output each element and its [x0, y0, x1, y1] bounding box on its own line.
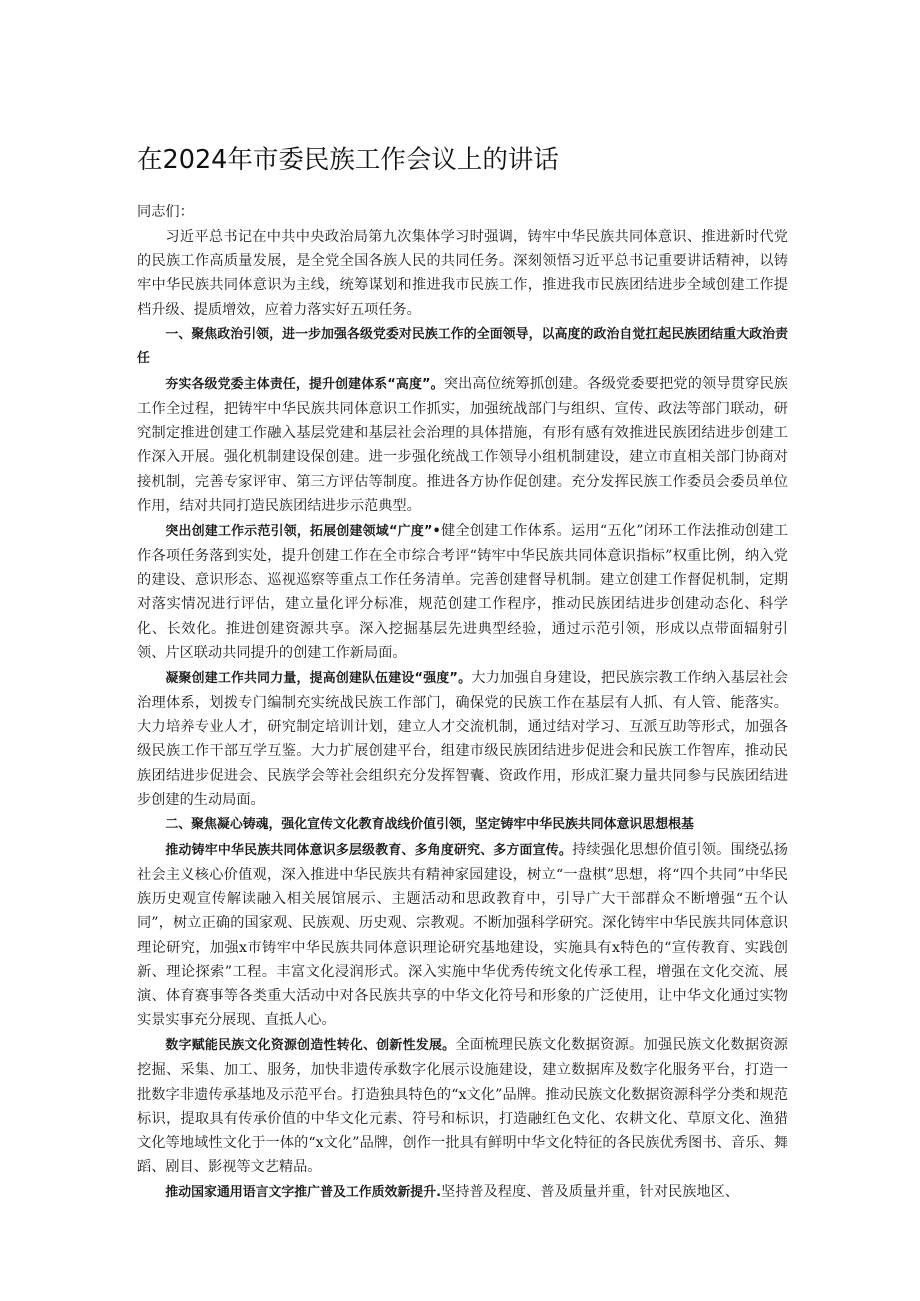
- section-1-paragraph-1: [137, 372, 788, 518]
- section-1-heading: 一、聚焦政治引领，进一步加强各级党委对民族工作的全面领导，以高度的政治自觉扛起民族团结重大政治责任: [137, 326, 788, 366]
- section-1-paragraph-3: [137, 666, 788, 812]
- section-2-paragraph-3: [137, 1180, 788, 1205]
- paragraph-lead: 数字赋能民族文化资源创造性转化、创新性发展。: [165, 1038, 456, 1054]
- document-title: 在2024年市委民族工作会议上的讲话: [137, 145, 559, 175]
- paragraph-body: 大力加强自身建设，把民族宗教工作纳入基层社会治理体系，划拨专门编制充实统战民族工作部门，确保党的民族工作在基层有人抓、有人管、能落实。大力培养专业人才，研究制定培训计划，建立人才交流机制，通过结对学习、互派互助等形式，加强各级民族工作干部互学互鉴。大力扩展创建平台，组建市级民族团结进步促进会和民族工作智库，推动民族团结进步促进会、民族学会等社会组织充分发挥智囊、资政作用，形成汇聚力量共同参与民族团结进步创建的生动局面。: [137, 669, 788, 808]
- section-2-heading: 二、聚焦凝心铸魂，强化宣传文化教育战线价值引领，坚定铸牢中华民族共同体意识思想根基: [165, 816, 694, 832]
- paragraph-body: 坚持普及程度、普及质量并重，针对民族地区、: [441, 1184, 739, 1201]
- salutation: 同志们：: [137, 204, 194, 220]
- section-2-paragraph-1: [137, 838, 788, 1033]
- paragraph-lead: 推动铸牢中华民族共同体意识多层级教育、多角度研究、多方面宣传。: [165, 842, 573, 858]
- section-1-paragraph-2: [137, 519, 788, 665]
- paragraph-lead: 夯实各级党委主体责任，提升创建体系“高度”。: [165, 376, 444, 392]
- paragraph-lead: 推动国家通用语言文字推广普及工作质效新提升.: [165, 1185, 441, 1201]
- document-page: [137, 140, 788, 1206]
- paragraph-body: 全面梳理民族文化数据资源。加强民族文化数据资源挖掘、采集、加工、服务，加快非遗传承数字化展示设施建设，建立数据库及数字化服务平台，打造一批数字非遗传承基地及示范平台。打造独具特色的“x文化”品牌。推动民族文化数据资源科学分类和规范标识，提取具有传承价值的中华文化元素、符号和标识，打造融红色文化、农耕文化、草原文化、渔猎文化等地域性文化于一体的“x文化”品牌，创作一批具有鲜明中华文化特征的各民族优秀图书、音乐、舞蹈、剧目、影视等文艺精品。: [137, 1037, 788, 1176]
- paragraph-lead: 凝聚创建工作共同力量，提高创建队伍建设“强度”。: [165, 670, 472, 686]
- paragraph-body: 健全创建工作体系。运用“五化”闭环工作法推动创建工作各项任务落到实处，提升创建工作在全市综合考评“铸牢中华民族共同体意识指标”权重比例，纳入党的建设、意识形态、巡视巡察等重点工作任务清单。完善创建督导机制。建立创建工作督促机制，定期对落实情况进行评估，建立量化评分标准，规范创建工作程序，推动民族团结进步创建动态化、科学化、长效化。推进创建资源共享。深入挖掘基层先进典型经验，通过示范引领，形成以点带面辐射引领、片区联动共同提升的创建工作新局面。: [137, 522, 788, 661]
- paragraph-body: 突出高位统筹抓创建。各级党委要把党的领导贯穿民族工作全过程，把铸牢中华民族共同体意识工作抓实，加强统战部门与组织、宣传、政法等部门联动，研究制定推进创建工作融入基层党建和基层社会治理的具体措施，有形有感有效推进民族团结进步创建工作深入开展。强化机制建设保创建。进一步强化统战工作领导小组机制建设，建立市直相关部门协商对接机制，完善专家评审、第三方评估等制度。推进各方协作促创建。充分发挥民族工作委员会委员单位作用，结对共同打造民族团结进步示范典型。: [137, 375, 788, 514]
- paragraph-lead: 突出创建工作示范引领，拓展创建领域“广度”•: [165, 523, 441, 539]
- paragraph-body: 持续强化思想价值引领。围绕弘扬社会主义核心价值观，深入推进中华民族共有精神家园建设，树立“一盘棋”思想，将“四个共同”中华民族历史观宣传解读融入相关展馆展示、主题活动和思政教育中，引导广大干部群众不断增强“五个认同”，树立正确的国家观、民族观、历史观、宗教观。不断加强科学研究。深化铸牢中华民族共同体意识理论研究，加强x市铸牢中华民族共同体意识理论研究基地建设，实施具有x特色的“宣传教育、实践创新、理论探索”工程。丰富文化浸润形式。深入实施中华优秀传统文化传承工程，增强在文化交流、展演、体育赛事等各类重大活动中对各民族共享的中华文化符号和形象的广泛使用，让中华文化通过实物实景实事充分展现、直抵人心。: [137, 841, 788, 1029]
- section-2-paragraph-2: [137, 1033, 788, 1179]
- intro-paragraph: 习近平总书记在中共中央政治局第九次集体学习时强调，铸牢中华民族共同体意识、推进新时代党的民族工作高质量发展，是全党全国各族人民的共同任务。深刻领悟习近平总书记重要讲话精神，以铸牢中华民族共同体意识为主线，统筹谋划和推进我市民族工作，推进我市民族团结进步全域创建工作提档升级、提质增效，应着力落实好五项任务。: [137, 229, 788, 318]
